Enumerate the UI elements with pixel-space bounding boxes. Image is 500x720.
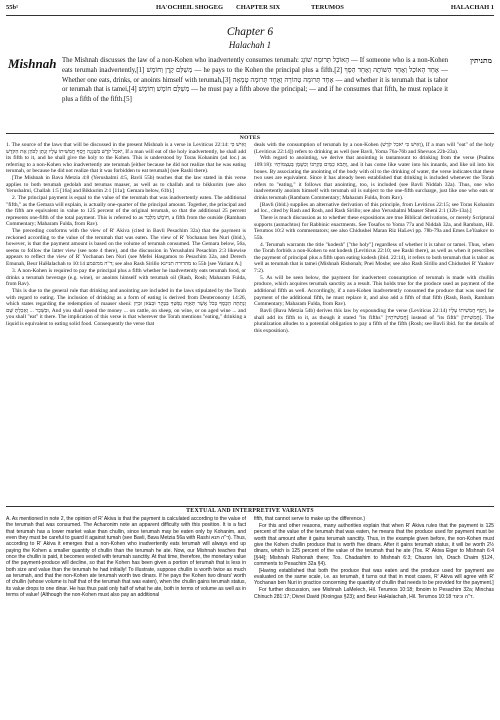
variant-paragraph: A. As mentioned in note 2, the opinion of R' Akiva is that the payment is calculated according to the value of the terumah that was consumed. The Acharonim note an apparent difficulty with this position. It is a fact that terumah has a lower market value than chullin, since terumah may be eaten only by Kohanim, and even they must be careful to guard it against tumah (see Bavli, Bava Metzia 56a with Rashi ד"ה תנא). Thus, according to R' Akiva it emerges that a non-Kohen who inadvertently eats terumah will always end up paying the Kohen a smaller quantity of chullin than the terumah he ate. Now, our Mishnah teaches that once the chullin is paid, it becomes vested with terumah sanctity. At that time, therefore, the monetary value of the payment-produce will decline, so that the Kohen has been given a portion of terumah that is less in both size and value than the terumah he had initially! To illustrate, suppose chullin is worth twice as much as terumah, and that the non-Kohen ate terumah worth two dinars. If he pays the Kohen two dinars' worth of chullin (whose volume is half that of the terumah that was eaten), when the chullin gains terumah status, its value drops to one dinar. He has thus paid only half of what he ate, both in terms of volume as well as in terms of value! (Although the non-Kohen must also pay an additional bbox=[6, 516, 246, 599]
note-paragraph: [Bavli (ibid.) supplies an alternative derivation of this principle, from Leviticus 22:15; see Toras Kohanim ad loc., cited by Rash and Rosh, and Rash Sirillo; see also Yerushalmi Maaser Sheni 2:1 (12b-13a).] bbox=[254, 201, 494, 215]
note-paragraph: The preceding conforms with the view of R' Akiva (cited in Bavli Pesachim 32a) that the payment is reckoned according to the value of the terumah that was eaten. The view of R' Yochanan ben Nuri (ibid.), however, is that the payment amount is based on the volume of terumah consumed. The Gemara below, 56a, seems to follow the latter view (see note 4 there), and the discussion in Yerushalmi Pesachim 2:3 likewise appears to reflect the view of R' Yochanan ben Nuri (see Mefei Hasgamos to Pesachim 32a, and Derech Emunah, Beur HaHalachah to 10:14 ד"ה ממשמע; see also Rash Sirillo מהדורה תניינא to 55b [see Variant A.] bbox=[6, 228, 246, 268]
note-paragraph: Bavli (Bava Metzia 54b) derives this law by expounding the verse (Leviticus 22:14) וְיָסַף חֲמִשִׁיתוֹ עָלָיו, he shall add its fifth to it, as though it stated "its fifths" [חֲמִשִׁיּוֹתָיו] instead of "its fifth" [חֲמִשִׁיתוֹ]. The pluralization alludes to a potential obligation to pay a fifth of the fifth (Rosh; see Bavli ibid. for the details of this exposition). bbox=[254, 308, 494, 334]
mishnah-text: The Mishnah discusses the law of a non-Kohen who inadvertently consumes terumah: הָאוֹכֵל תְּרוּמָה שׁוֹגֵג — If someone who is a non-Kohen eats terumah inadvertently,[1] מְשַׁלֵּם קֶרֶן וְחוֹמֶשׁ — he pays to the Kohen the principal plus a fifth.[2] אֶחָד הָאוֹכֵל וְאֶחָד הַשּׁוֹתֶה וְאֶחָד הַסָּךְ — Whether one eats, drinks, or anoints himself with terumah,[3] אֶחָד תְּרוּמָה טְהוֹרָה וְאֶחָד תְּרוּמָה טְמֵאָה — and whether it is terumah that is tahor or terumah that is tamei,[4] מְשַׁלֵּם חוֹמֶשׁ וְחוֹמֶשׁ — he must pay a fifth above the principal; — and if he consumes that fifth, he must replace it plus a fifth of the fifth.[5] bbox=[62, 57, 449, 104]
variant-paragraph: [Having established that both the produce that was eaten and the produce used for payment are evaluated on the same scale, i.e. as terumah, it turns out that in most cases, R' Akiva will agree with R' Yochanan ben Nuri in practice concerning the quantity of chullin that needs to be provided for the payment.] bbox=[254, 567, 494, 587]
note-paragraph: 2. The principal payment is equal to the value of the terumah that was inadvertently eaten. The additional "fifth," as the Gemara will explain, is actually one-quarter of the principal amount. Together, the principal and the fifth are equivalent in value to 125 percent of the original terumah, so that the additional 25 percent represents one-fifth of the total payment. This is referred to as חוֹמֶשׁ מִלְּבַר, a fifth from the outside (Rambam Commentary; Maharam Fulda, from Rav). bbox=[6, 195, 246, 228]
variant-paragraph: For this and other reasons, many authorities explain that when R' Akiva rules that the payment is 125 percent of the value of the terumah that was eaten, he means that the produce used for payment must be worth that amount after it gains terumah sanctity. Thus, in the example given before, the non-Kohen must give the Kohen chullin produce that is worth five dinars. After it gains terumah status, it will be worth 2½ dinars, which is 125 percent of the value of the terumah that he ate (Tos. R' Akiva Eiger to Mishnah 6:4 [§44]; Mishnah Rishonah there; Tos. Chadashim to Mishnah 6:3; Chazon Ish, Orach Chaim §124, comments to Pesachim 32a §4). bbox=[254, 522, 494, 567]
textual-rule bbox=[6, 506, 494, 507]
note-paragraph: 3. A non-Kohen is required to pay the principal plus a fifth whether he inadvertently eats terumah food, or drinks a terumah beverage (e.g. wine), or anoints himself with terumah oil (Rash, Rosh; Maharam Fulda, from Rav). bbox=[6, 267, 246, 288]
halachah-label: HALACHAH 1 bbox=[450, 4, 494, 11]
note-paragraph: 4. Terumah warrants the title "kodesh" ["the holy"] regardless of whether it is tahor or tamei. Thus, when the Torah forbids a non-Kohen to eat kodesh (Leviticus 22:10; see Rashi there), as well as when it prescribes the payment of principal plus a fifth upon eating kodesh (ibid. 22:14), it refers to both terumah that is tahor as well as terumah that is tamei (Mishnah Rishonah; Pnei Moshe; see also Rash Sirillo and Chidushei R' Yaakov 7:2). bbox=[254, 241, 494, 274]
chapter-title: Chapter 6 bbox=[226, 26, 274, 38]
mishnah-label: Mishnah bbox=[8, 56, 57, 71]
note-paragraph: 1. The source of the laws that will be discussed in the present Mishnah is a verse in Leviticus 22:14: וְאִישׁ כִּי יֹאכַל קֹדֶשׁ בִּשְׁגָגָה וְיָסַף חֲמִשִׁיתוֹ עָלָיו וְנָתַן לַכֹּהֵן אֶת הַקֹּדֶשׁ, If a man will eat of the holy inadvertently, he shall add its fifth to it, and he shall give the holy to the Kohen. This is understood by Toras Kohanim (ad loc.) as referring to a non-Kohen who inadvertently ate terumah [either because he did not realize that he was eating terumah, or because he did not realize that it was forbidden to eat terumah] (see Rashi there). bbox=[6, 142, 246, 175]
textual-left-column bbox=[6, 516, 246, 716]
note-paragraph: [The Mishnah in Bava Metzia 4:8 (Yerushalmi 4:5, Bavli 55b) teaches that the law stated in this verse applies to both terumah gedolah and terumas maaser, as well as to challah and to bikkurim (see also Yerushalmi, Challah 1:5 [16a] and Bikkurim 2:1 [11a]; Gemara below, 61b).] bbox=[6, 175, 246, 195]
note-paragraph: deals with the consumption of terumah by a non-Kohen (וְאִישׁ כִּי יֹאכַל קֹדֶשׁ), If a man will "eat" of the holy (Leviticus 22:14]) refers to drinking as well (see Bavli, Yoma 76a-76b and Shevuos 22b-23a). bbox=[254, 142, 494, 155]
halachah-title: Halachah 1 bbox=[228, 40, 272, 50]
notes-right-column bbox=[254, 142, 494, 504]
tractate-label: TERUMOS bbox=[311, 4, 344, 11]
mishnah-hebrew-label: מתניתין bbox=[470, 56, 492, 65]
header-rule bbox=[6, 15, 494, 16]
note-paragraph: With regard to anointing, we derive that anointing is tantamount to drinking from the verse (Psalms 109:18): וַתָּבֹא כַמַּיִם בְּקִרְבּוֹ וְכַשֶּׁמֶן בְּעַצְמוֹתָיו, and it has come like water into his innards, and like oil into his bones. By associating the anointing of the body with oil to the drinking of water, the verse indicates that these two uses are equivalent. Since it has already been established that drinking is included whenever the Torah refers to "eating," it follows that anointing, too, is included (see Bavli Niddah 32a). Thus, one who inadvertently anoints himself with terumah oil is subject to the one-fifth surcharge, just like one who eats or drinks terumah (Rambam Commentary; Maharam Fulda, from Rav). bbox=[254, 155, 494, 201]
variant-paragraph: fifth, that cannot serve to make up the difference.) bbox=[254, 516, 366, 522]
notes-left-column bbox=[6, 142, 246, 504]
notes-rule bbox=[6, 133, 494, 134]
book-title: HA'OCHEIL SHOGEG bbox=[156, 4, 224, 11]
page-number: 55b¹ bbox=[6, 4, 19, 11]
textual-right-column bbox=[254, 516, 494, 716]
textual-heading: TEXTUAL AND INTERPRETIVE VARIANTS bbox=[186, 508, 314, 514]
note-paragraph: 5. As will be seen below, the payment for inadvertent consumption of terumah is made with chullin produce, which acquires terumah sanctity as a result. This holds true for the produce used as payment of the additional fifth as well. Accordingly, if a non-Kohen inadvertently consumed the produce that was used for payment of the additional fifth, he must replace it, and also add a fifth of that fifth (Rash, Rosh, Rambam Commentary; Maharam Fulda, from Rav). bbox=[254, 274, 494, 308]
chapter-label: CHAPTER SIX bbox=[236, 4, 281, 11]
notes-heading: NOTES bbox=[239, 135, 261, 141]
variant-paragraph: For further discussion, see Mishnah LaMelech, Hil. Terumos 10:18; Ibnoim to Pesachim 32a; Minchas Chinuch 281:17; Divrei David (Kroingas §23); and Beur HaHalachah, Hil. Terumos 10:18 ד"ה וכיצד. bbox=[254, 587, 494, 600]
note-paragraph: There is much discussion as to whether these expositions are true Biblical derivations, or merely Scriptural supports (asmachtos) for Rabbinic enactments. See Tosafos to Yoma 77a and Niddah 32a, and Rambam, Hil. Terumos 10:2 with commentators; see also Chidushei Maran Riz HaLevi pp. 78b-79a and Emes LeYaakov to 55b. bbox=[254, 215, 494, 241]
note-paragraph: This is due to the general rule that drinking and anointing are included in the laws stipulated by the Torah with regard to eating. The inclusion of drinking as a form of eating is derived from Deuteronomy 14:26, which states regarding the redemption of maaser sheni: וְנָתַתָּה הַכֶּסֶף בְּכֹל אֲשֶׁר תְּאַוֶּה נַפְשְׁךָ בַּבָּקָר וּבַצֹּאן וּבַיַּיִן וּבַשֵּׁכָר ... וְאָכַלְתָּ שָּׁם, And you shall spend the money ... on cattle, on sheep, on wine, or on aged wine ... and you shall "eat" it there. The implication of this verse is that wherever the Torah mentions "eating," drinking a liquid is equivalent to eating solid food. Consequently the verse that bbox=[6, 287, 246, 327]
